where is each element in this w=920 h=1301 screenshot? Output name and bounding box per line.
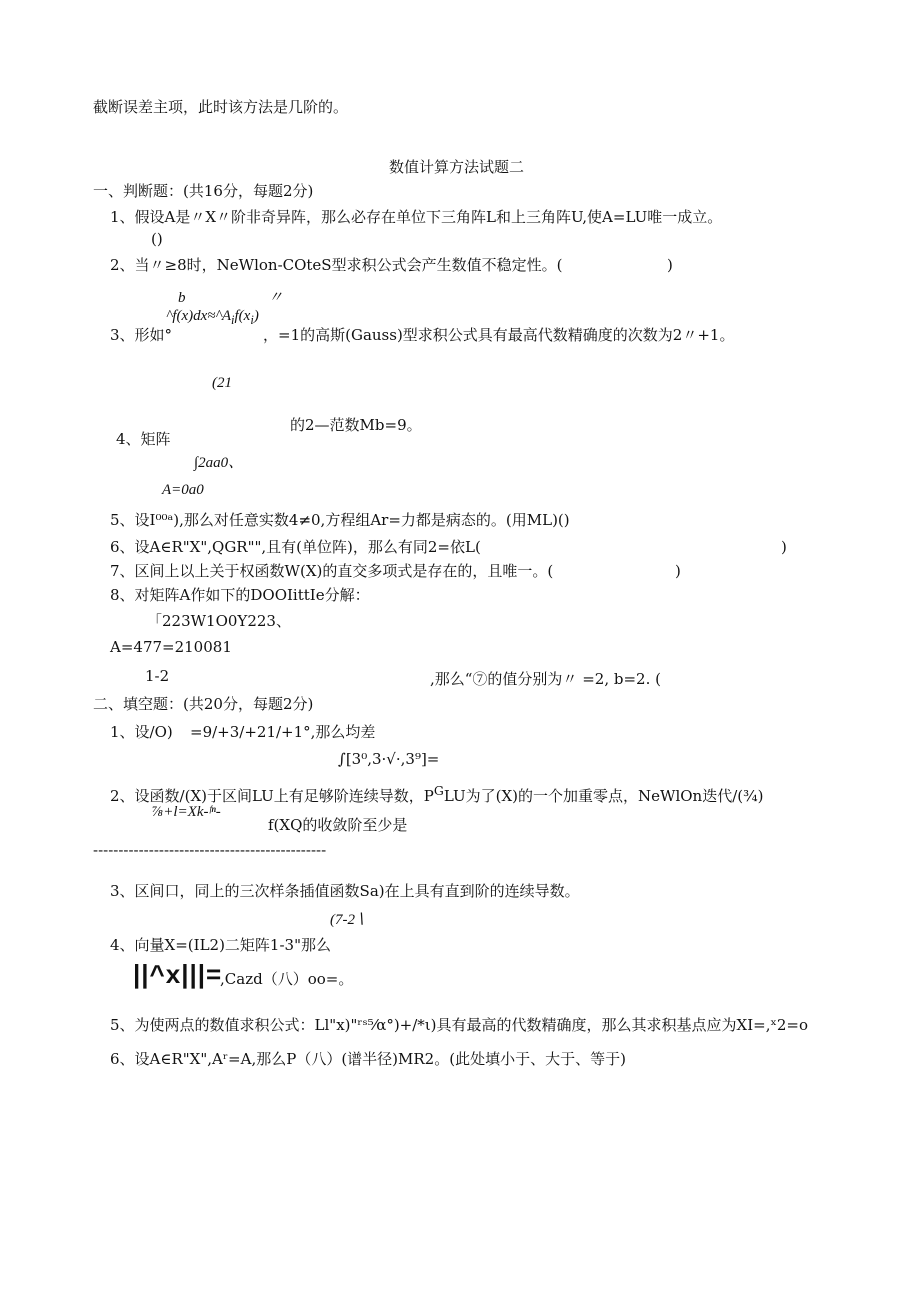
fill-q1-poly: =9/+3/+21/+1°,那么均差 (190, 723, 376, 741)
judge-q4-matrix-row2: ∫2aa0、 (194, 455, 244, 471)
fill-q4-cond: ,Cazd（八）oo=。 (220, 970, 354, 988)
judge-q4-matrix-row1: (21 (212, 375, 232, 391)
judge-q3: ，=1的高斯(Gauss)型求积公式具有最高代数精确度的次数为2〃+1。 (263, 326, 735, 344)
judge-q7-paren: ) (675, 562, 681, 580)
judge-q2-paren: ) (667, 256, 673, 274)
judge-q4-norm: 的2—范数Mb=9。 (290, 416, 422, 434)
judge-q8-matrix-row1: 「223W1O0Y223、 (147, 612, 291, 630)
judge-q2: 2、当〃≥8时，NeWlon-COteS型求积公式会产生数值不稳定性。( (110, 256, 563, 274)
judge-q8-tail: ,那么“⑦的值分别为〃 =2, b=2. ( (430, 670, 661, 688)
fill-q1-divided-difference: ∫[3⁰,3·√·,3⁹]= (338, 750, 440, 768)
continued-line: 截断误差主项，此时该方法是几阶的。 (93, 98, 349, 116)
judge-q8-matrix-row3: 1-2 (145, 667, 170, 685)
judge-q8: 8、对矩阵A作如下的DOOIittIe分解： (110, 586, 370, 604)
fill-q2-blank-line: ---------------------------------------------- (93, 841, 327, 859)
judge-q4-label: 4、矩阵 (116, 430, 171, 448)
fill-q2-convergence: f(XQ的收敛阶至少是 (268, 816, 408, 834)
judge-q3-prefix: 3、形如° (110, 326, 173, 344)
judge-q3-upper-limit: b (178, 290, 186, 306)
section1-heading: 一、判断题：(共16分，每题2分) (93, 182, 314, 200)
fill-q4-matrix-row: (7-2∖ (330, 912, 365, 928)
judge-q6-paren: ) (781, 538, 787, 556)
fill-q2: 2、设函数/(X)于区间LU上有足够阶连续导数，$P^GLU$为了(X)的一个加重零点，NeWlOn迭代/(¾) (110, 783, 764, 805)
judge-q8-matrix-row2: A=477=210081 (110, 638, 232, 656)
judge-q5: 5、设I⁰⁰ᵃ),那么对任意实数4≠0,方程组Ar=力都是病态的。(用ML)() (110, 511, 570, 529)
judge-q7: 7、区间上以上关于权函数W(X)的直交多项式是存在的，且唯一。( (110, 562, 554, 580)
judge-q4-matrix-row3: A=0a0 (162, 482, 204, 498)
section2-heading: 二、填空题：(共20分，每题2分) (93, 695, 314, 713)
judge-q6: 6、设A∈R"X",QGR"",且有(单位阵)，那么有同2=依L( (110, 538, 481, 556)
judge-q1-paren: () (151, 230, 163, 248)
fill-q5: 5、为使两点的数值求积公式：Ll"x)"ʳˢ⁵⁄α°)+/*ι)具有最高的代数精确度，那么其求积基点应为XI=,ˣ2=o (110, 1016, 808, 1034)
page-title: 数值计算方法试题二 (389, 158, 525, 176)
fill-q2-iteration: ⅞+l=Xk-ᶠⁿ- (152, 804, 221, 820)
judge-q3-n: 〃 (268, 290, 284, 306)
fill-q4-norm-symbol: ||^x|||= (133, 959, 223, 989)
judge-q1: 1、假设A是〃X〃阶非奇异阵，那么必存在单位下三角阵L和上三角阵U,使A=LU唯一成立。 (110, 208, 723, 226)
fill-q6: 6、设A∈R"X",Aʳ=A,那么P（八）(谱半径)MR2。(此处填小于、大于、等于) (110, 1050, 626, 1068)
judge-q3-formula: $\^{}f(x)dx\approx\^{}A_if(x_i)$ (166, 308, 259, 327)
fill-q3: 3、区间口，同上的三次样条插值函数Sa)在上具有直到阶的连续导数。 (110, 882, 580, 900)
fill-q1: 1、设/O) (110, 723, 173, 741)
fill-q4: 4、向量X=(IL2)二矩阵1-3"那么 (110, 936, 331, 954)
